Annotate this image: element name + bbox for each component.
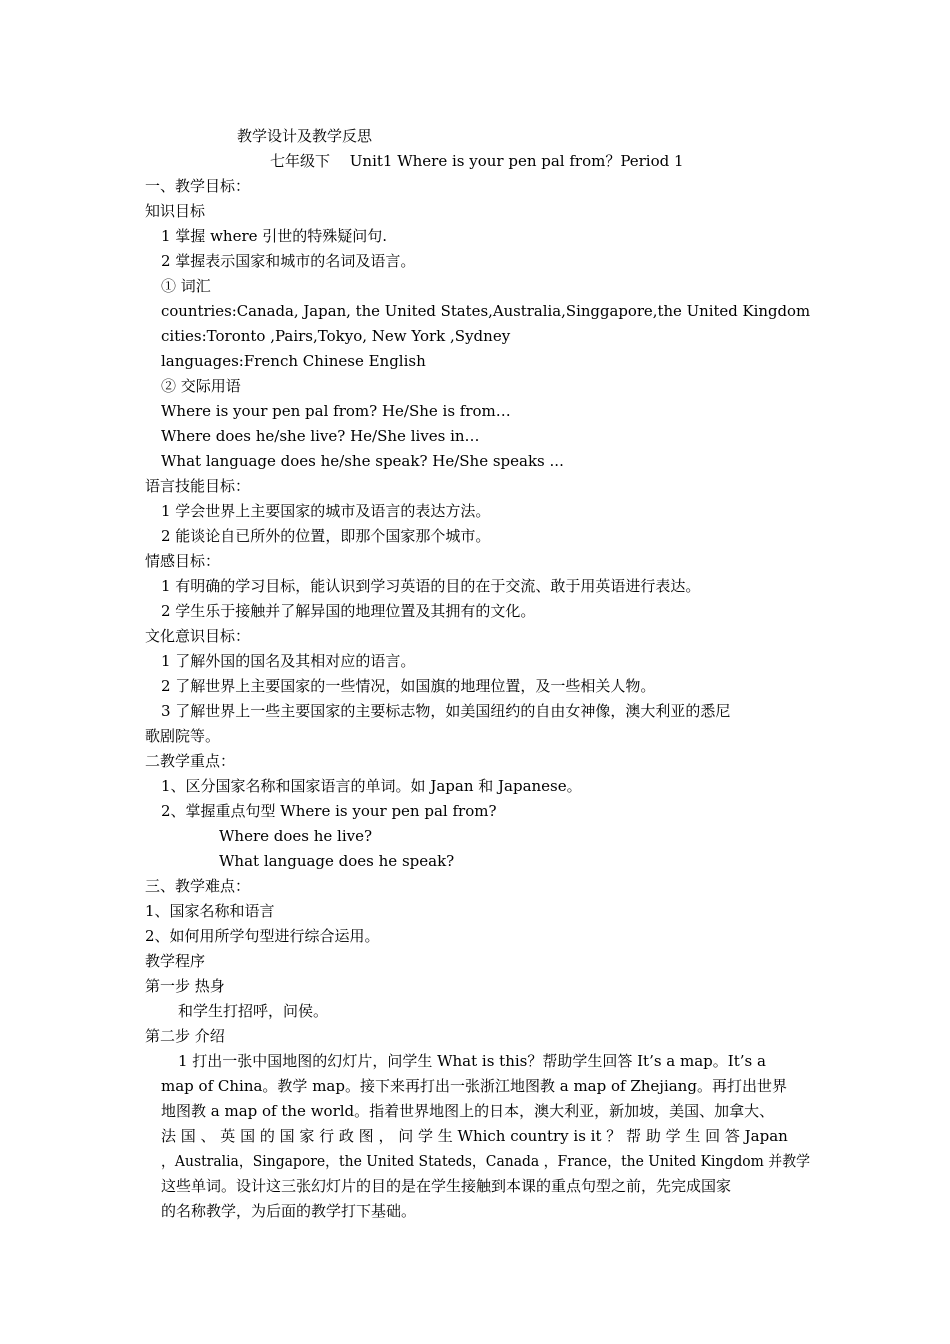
text-line: 2 掌握表示国家和城市的名词及语言。	[161, 252, 416, 270]
subsection-heading: 语言技能目标：	[145, 477, 251, 495]
step-heading: 第二步 介绍	[145, 1027, 225, 1045]
document-title: 教学设计及教学反思	[237, 127, 373, 145]
paragraph-line: 1 打出一张中国地图的幻灯片，问学生 What is this？帮助学生回答 It’s a map。It’s a	[178, 1052, 766, 1070]
paragraph-line: 法 国 、 英 国 的 国 家 行 政 图 ， 问 学 生 Which country is it ？ 帮 助 学 生 回 答 Japan	[161, 1127, 788, 1145]
paragraph-line: ，Australia，Singapore，the United Stateds，Canada ，France，the United Kingdom 并教学	[161, 1152, 811, 1170]
text-line: 2 学生乐于接触并了解异国的地理位置及其拥有的文化。	[161, 602, 536, 620]
text-line: 和学生打招呼，问侯。	[178, 1002, 329, 1020]
text-line: 2 了解世界上主要国家的一些情况，如国旗的地理位置，及一些相关人物。	[161, 677, 656, 695]
paragraph-line: map of China。教学 map。接下来再打出一张浙江地图教 a map of Zhejiang。再打出世界	[161, 1077, 787, 1095]
subsection-heading: 情感目标：	[145, 552, 221, 570]
section-heading: 三、教学难点：	[145, 877, 251, 895]
step-heading: 第一步 热身	[145, 977, 225, 995]
text-line: 1 了解外国的国名及其相对应的语言。	[161, 652, 416, 670]
text-line: 2、如何用所学句型进行综合运用。	[145, 927, 380, 945]
text-line: 3 了解世界上一些主要国家的主要标志物，如美国纽约的自由女神像，澳大利亚的悉尼	[161, 702, 731, 720]
section-heading: 一、教学目标：	[145, 177, 251, 195]
text-line: Where does he live?	[219, 827, 373, 845]
text-line: 1 掌握 where 引世的特殊疑问句.	[161, 227, 388, 245]
text-line: What language does he/she speak? He/She speaks ...	[161, 452, 564, 470]
text-line: 2、掌握重点句型 Where is your pen pal from?	[161, 802, 497, 820]
text-line: ① 词汇	[161, 277, 211, 295]
section-heading: 教学程序	[145, 952, 206, 970]
subsection-heading: 知识目标	[145, 202, 206, 220]
text-line: cities:Toronto ,Pairs,Tokyo, New York ,Sydney	[161, 327, 511, 345]
text-line: 1 学会世界上主要国家的城市及语言的表达方法。	[161, 502, 491, 520]
text-line: 歌剧院等。	[145, 727, 221, 745]
section-heading: 二教学重点：	[145, 752, 236, 770]
text-line: 2 能谈论自已所外的位置，即那个国家那个城市。	[161, 527, 491, 545]
text-line: What language does he speak?	[219, 852, 455, 870]
text-line: 1、区分国家名称和国家语言的单词。如 Japan 和 Japanese。	[161, 777, 582, 795]
text-line: ② 交际用语	[161, 377, 241, 395]
paragraph-line: 地图教 a map of the world。指着世界地图上的日本，澳大利亚，新加坡，美国、加拿大、	[161, 1102, 775, 1120]
paragraph-line: 的名称教学，为后面的教学打下基础。	[161, 1202, 417, 1220]
text-line: 1 有明确的学习目标，能认识到学习英语的目的在于交流、敢于用英语进行表达。	[161, 577, 701, 595]
text-line: Where is your pen pal from? He/She is from…	[161, 402, 511, 420]
text-line: 1、国家名称和语言	[145, 902, 275, 920]
paragraph-line: 这些单词。设计这三张幻灯片的目的是在学生接触到本课的重点句型之前，先完成国家	[161, 1177, 732, 1195]
subsection-heading: 文化意识目标：	[145, 627, 251, 645]
text-line: countries:Canada, Japan, the United States,Australia,Singgapore,the United Kingdom	[161, 302, 811, 320]
text-line: Where does he/she live? He/She lives in…	[161, 427, 480, 445]
document-subtitle: 七年级下 Unit1 Where is your pen pal from？Period 1	[270, 152, 684, 170]
text-line: languages:French Chinese English	[161, 352, 426, 370]
